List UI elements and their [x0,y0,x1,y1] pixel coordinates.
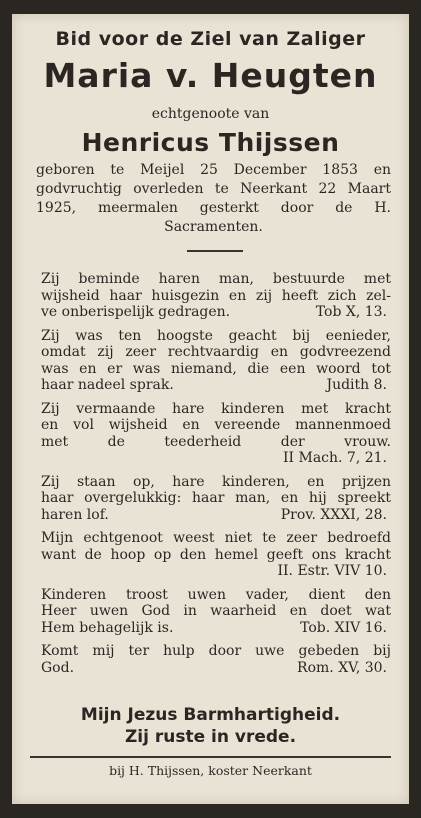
closing-line-2: Zij ruste in vrede. [124,727,297,747]
verse-line: Heer uwen God in waarheid en doet wat [41,603,391,619]
verse [41,328,391,394]
verse [41,530,391,580]
verse-line: Zij was ten hoogste geacht bij eenieder, [41,327,391,344]
printer-footer: bij H. Thijssen, koster Neerkant [109,763,312,778]
verse-reference: Tob. XIV 16. [300,619,387,636]
bio-line: godvruchtig overleden te Neerkant 22 Maart [36,181,391,197]
bio-line: Sacramenten. [164,219,263,235]
verse-last-line [41,377,391,394]
verse-reference: Rom. XV, 30. [297,659,387,676]
verse-reference: II. Estr. VIV 10. [277,563,387,579]
spouse-label: echtgenoote van [151,106,270,122]
verse-line: ve onberispelijk gedragen. [41,304,231,320]
verse-line: Mijn echtgenoot weest niet te zeer bedroefd [41,530,391,546]
verse-reference: Prov. XXXI, 28. [280,506,387,523]
verse-line: en vol wijsheid en vereende mannenmoed [41,417,391,433]
deceased-name: Maria v. Heugten [43,56,378,95]
closing [12,704,409,748]
verse-line: was en er was niemand, die een woord tot [41,360,391,377]
verse-last-line [41,660,391,677]
biography [36,161,391,237]
verse-line: Hem behagelijk is. [41,619,174,636]
verse-last-line [41,507,391,524]
spouse-name: Henricus Thijssen [81,128,340,157]
verse-last-line [41,304,391,321]
verse [41,643,391,676]
closing-line-1: Mijn Jezus Barmhartigheid. [80,705,341,725]
divider-short [187,250,243,252]
verse [41,587,391,637]
verse-line: haren lof. [41,506,109,523]
verse-line: met de teederheid der vrouw. [41,433,391,450]
divider-long [30,756,391,758]
verse-line: omdat zij zeer rechtvaardig en godvreezend [41,344,391,360]
verse-list [41,271,391,683]
verse-reference: II Mach. 7, 21. [282,450,387,466]
verse-reference: Tob X, 13. [315,304,387,320]
bio-line: 1925, meermalen gesterkt door de H. [36,200,391,216]
card-heading: Bid voor de Ziel van Zaliger [55,28,366,50]
verse-line: wijsheid haar huisgezin en zij heeft zich zel- [41,287,391,304]
verse-line: haar nadeel sprak. [41,377,174,393]
verse-line: want de hoop op den hemel geeft ons kracht [41,546,391,563]
bio-line: geboren te Meijel 25 December 1853 en [36,162,391,178]
verse-line: God. [41,659,75,676]
verse-line: Komt mij ter hulp door uwe gebeden bij [41,643,391,659]
verse-line: haar overgelukkig: haar man, en hij spreekt [41,490,391,506]
verse-reference: Judith 8. [326,377,387,393]
prayer-card [12,14,409,804]
verse-line: Zij staan op, hare kinderen, en prijzen [41,473,391,490]
verse [41,401,391,467]
verse-last-line [41,620,391,637]
verse [41,271,391,321]
verse-line: Zij beminde haren man, bestuurde met [41,271,391,287]
verse-line: Zij vermaande hare kinderen met kracht [41,400,391,417]
verse [41,474,391,524]
verse-line: Kinderen troost uwen vader, dient den [41,586,391,603]
